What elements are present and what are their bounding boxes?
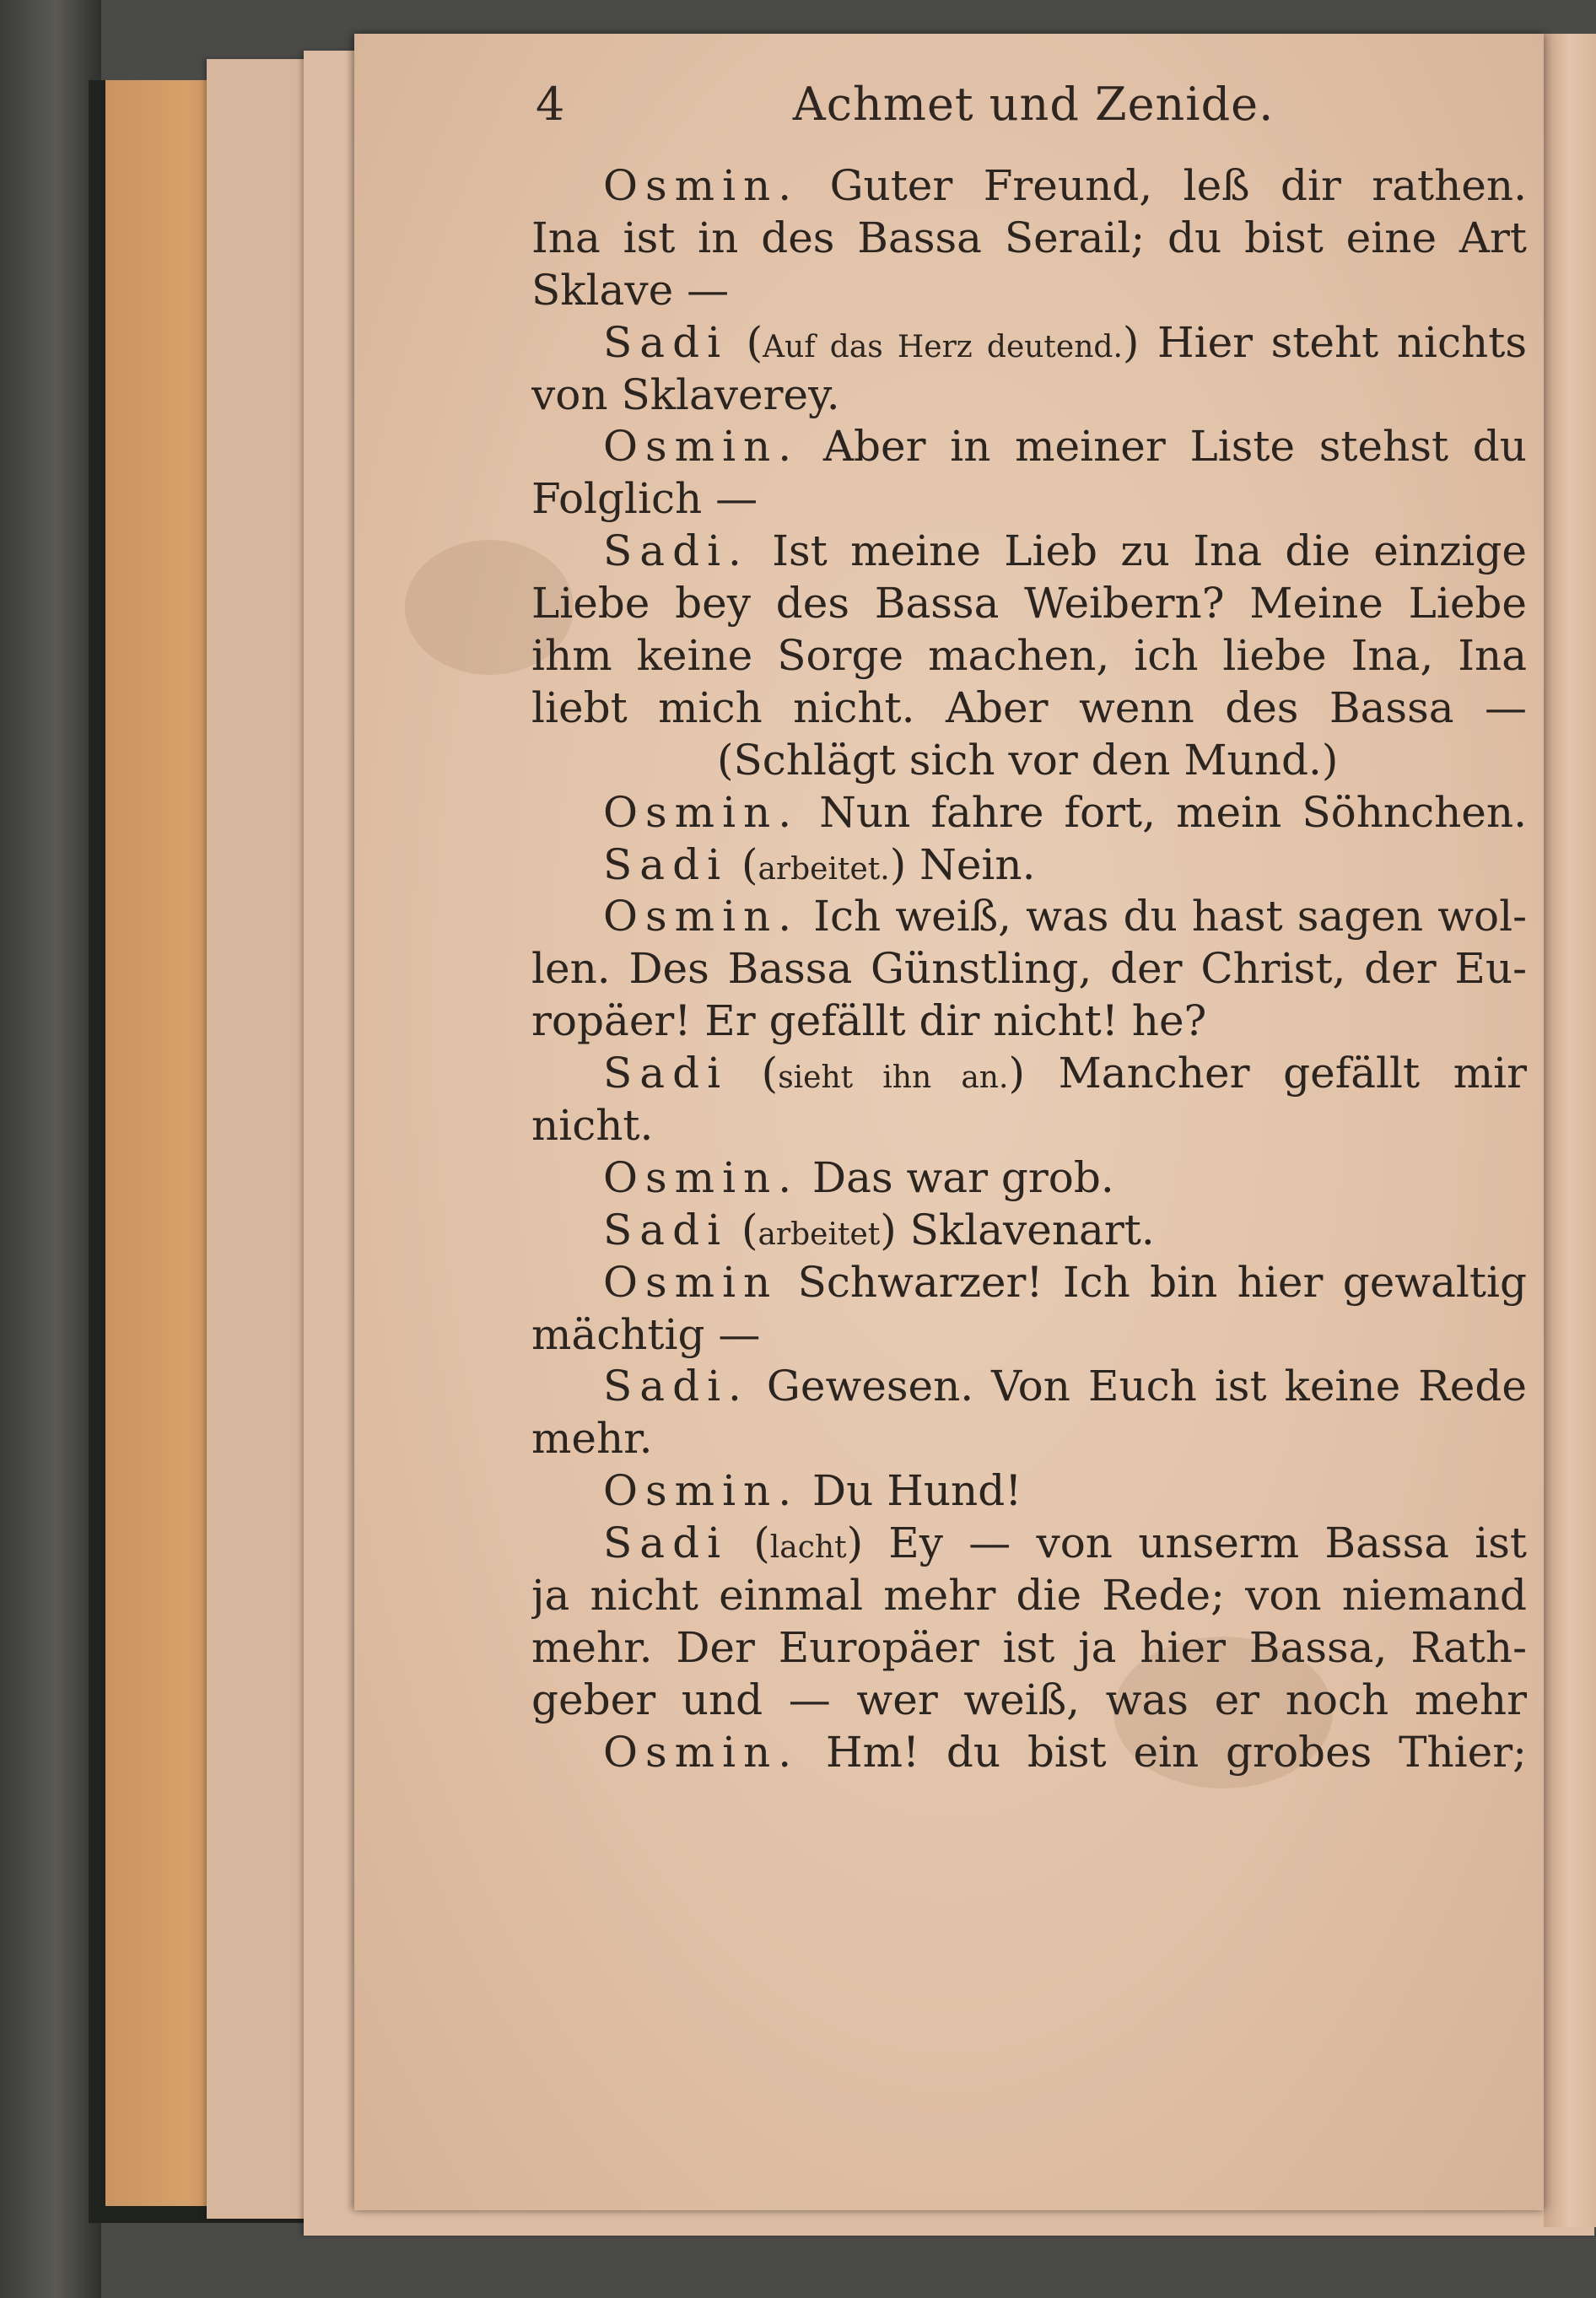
line-text: mehr. Der Europäer ist ja hier Bassa, Rath- [531,1622,1527,1672]
text-line [531,1727,1527,1779]
book-page [354,34,1544,2210]
page-header [536,71,1531,138]
line-text: geber und — wer weiß, was er noch mehr [531,1675,1527,1724]
line-text: Ich weiß, was du hast sagen wol- [799,892,1527,941]
line-text: ) Sklavenart. [880,1205,1155,1254]
line-text: ( [728,1049,779,1098]
line-text: mehr. [531,1414,653,1464]
line-text: Aber in meiner Liste stehst du [822,422,1527,472]
line-text: Schwarzer! Ich bin hier gewaltig [778,1257,1527,1307]
speaker-name: Osmin. [603,1152,800,1202]
line-text: Ina ist in des Bassa Serail; du bist eine Art [531,213,1527,262]
text-line [531,995,1527,1048]
speaker-name: Osmin. [603,787,800,837]
line-text: von Sklaverey. [531,370,840,419]
line-text: ( [728,317,763,367]
line-text: ) Mancher gefällt mir [1008,1049,1527,1098]
speaker-name: Osmin. [603,1466,800,1516]
stage-direction: arbeitet [758,1216,881,1252]
speaker-name: Osmin. [603,422,800,472]
speaker-name: Osmin. [603,892,800,941]
text-line [531,1257,1527,1309]
line-text: ( [728,839,758,889]
text-line [531,317,1527,370]
stage-direction: Auf das Herz deutend. [763,329,1123,364]
text-line [531,578,1527,630]
line-text: Du Hund! [799,1466,1022,1516]
text-line [531,473,1527,526]
text-line [531,891,1527,943]
dialogue-text [531,160,1527,1779]
line-text: Folglich — [531,474,758,524]
text-line [531,1570,1527,1622]
line-text: ja nicht einmal mehr die Rede; von niemand [531,1571,1527,1621]
text-line [531,421,1527,473]
text-line [531,1205,1527,1257]
speaker-name: Sadi [603,1205,729,1254]
text-line [531,839,1527,892]
speaker-name: Sadi [603,1519,729,1568]
speaker-name: Sadi [603,839,729,889]
text-line [531,370,1527,422]
text-line [531,1675,1527,1727]
text-line [531,630,1527,682]
line-text: len. Des Bassa Günstling, der Christ, der Eu- [531,944,1527,994]
text-line [531,1622,1527,1675]
right-page-edge [1544,34,1596,2227]
speaker-name: Sadi. [603,1362,749,1411]
text-line [531,1518,1527,1570]
speaker-name: Osmin [603,1257,779,1307]
line-text: ( [728,1205,758,1254]
page-number: 4 [536,78,565,131]
stage-direction: arbeitet. [758,851,890,887]
book-spine [0,0,101,2298]
line-text: Ist meine Lieb zu Ina die einzige [748,526,1527,576]
speaker-name: Sadi. [603,526,749,576]
text-line [531,1100,1527,1152]
stage-direction: lacht [769,1530,847,1566]
text-line [531,1309,1527,1362]
line-text: nicht. [531,1101,654,1151]
speaker-name: Sadi [603,1049,729,1098]
text-line [531,213,1527,265]
text-line [531,1465,1527,1518]
text-line [531,1361,1527,1413]
text-line [531,265,1527,317]
text-line [531,160,1527,213]
line-text: ) Hier steht nichts [1122,317,1527,367]
line-text: Gewesen. Von Euch ist keine Rede [748,1362,1527,1411]
line-text: (Schlägt sich vor den Mund.) [717,735,1339,785]
line-text: Guter Freund, leß dir rathen. [799,161,1527,210]
text-line [531,1048,1527,1100]
stage-direction: sieht ihn an. [778,1060,1009,1096]
text-line [531,735,1527,787]
line-text: Sklave — [531,265,730,315]
line-text: mächtig — [531,1309,761,1359]
line-text: Liebe bey des Bassa Weibern? Meine Liebe [531,579,1527,628]
line-text: Hm! du bist ein grobes Thier; [799,1727,1527,1777]
line-text: ) Nein. [889,839,1036,889]
line-text: ihm keine Sorge machen, ich liebe Ina, Ina [531,631,1527,681]
text-line [531,787,1527,839]
running-title: Achmet und Zenide. [792,78,1275,131]
line-text: ) Ey — von unserm Bassa ist [846,1519,1527,1568]
line-text: Nun fahre fort, mein Söhnchen. [799,787,1527,837]
text-line [531,526,1527,578]
text-line [531,1413,1527,1465]
speaker-name: Osmin. [603,161,800,210]
speaker-name: Sadi [603,317,729,367]
text-line [531,943,1527,995]
text-line [531,1152,1527,1205]
line-text: Das war grob. [799,1152,1114,1202]
text-line [531,682,1527,735]
speaker-name: Osmin. [603,1727,800,1777]
line-text: liebt mich nicht. Aber wenn des Bassa — [531,682,1527,732]
line-text: ( [728,1519,770,1568]
line-text: ropäer! Er gefällt dir nicht! he? [531,996,1207,1046]
